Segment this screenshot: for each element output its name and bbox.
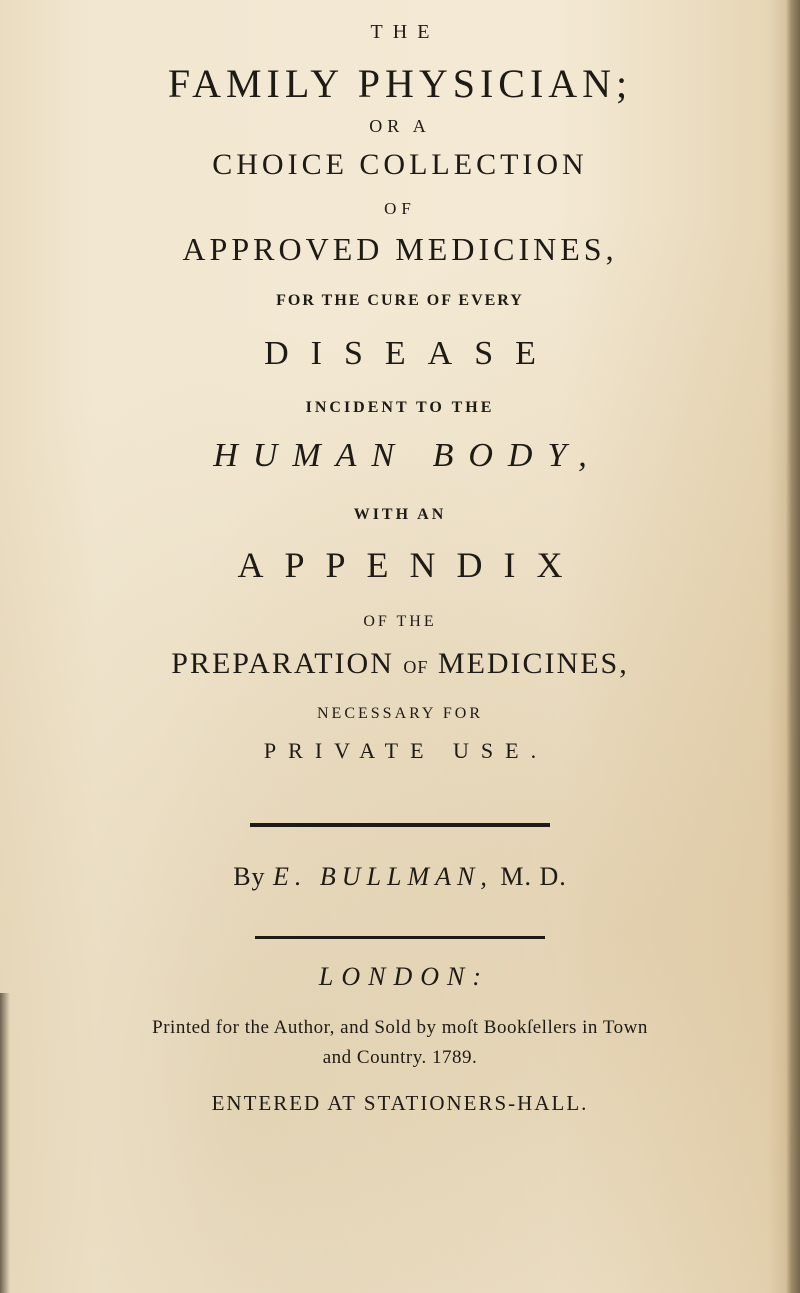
preparation-word: PREPARATION xyxy=(171,647,394,680)
subtitle-approved-medicines: APPROVED MEDICINES, xyxy=(182,231,618,267)
author-line xyxy=(0,864,800,890)
subtitle-appendix: APPENDIX xyxy=(237,545,584,585)
imprint-printed-line-2: and Country. 1789. xyxy=(322,1047,478,1068)
subtitle-incident-to-the: INCIDENT TO THE xyxy=(305,399,495,416)
medicines-word: MEDICINES, xyxy=(437,647,629,680)
subtitle-choice-collection: CHOICE COLLECTION xyxy=(212,148,588,181)
subtitle-necessary-for: NECESSARY FOR xyxy=(317,705,483,722)
author-by: By xyxy=(233,862,266,891)
imprint-city: LONDON: xyxy=(318,962,490,991)
imprint-printed-line-1: Printed for the Author, and Sold by moſt Bookſellers in Town xyxy=(152,1017,648,1038)
subtitle-for-the-cure: FOR THE CURE OF EVERY xyxy=(276,292,524,309)
divider-rule xyxy=(250,823,550,827)
subtitle-private-use: PRIVATE USE. xyxy=(263,738,549,763)
page-edge-shadow-left xyxy=(0,993,10,1293)
of-word: OF xyxy=(403,657,429,677)
author-name: E. BULLMAN, xyxy=(273,862,493,891)
subtitle-disease: DISEASE xyxy=(264,335,558,372)
title-the: THE xyxy=(370,21,440,43)
subtitle-of-the: OF THE xyxy=(363,613,437,630)
subtitle-or-a: OR A xyxy=(369,116,431,136)
subtitle-preparation-of-medicines xyxy=(0,649,800,679)
subtitle-with-an: WITH AN xyxy=(353,506,447,523)
subtitle-human-body: HUMAN BODY, xyxy=(213,437,602,474)
imprint-entered: ENTERED AT STATIONERS-HALL. xyxy=(211,1091,589,1115)
divider-rule-2 xyxy=(255,936,545,939)
title-family-physician: FAMILY PHYSICIAN; xyxy=(167,61,633,106)
author-degree: M. D. xyxy=(500,862,567,891)
subtitle-of: OF xyxy=(384,199,416,218)
